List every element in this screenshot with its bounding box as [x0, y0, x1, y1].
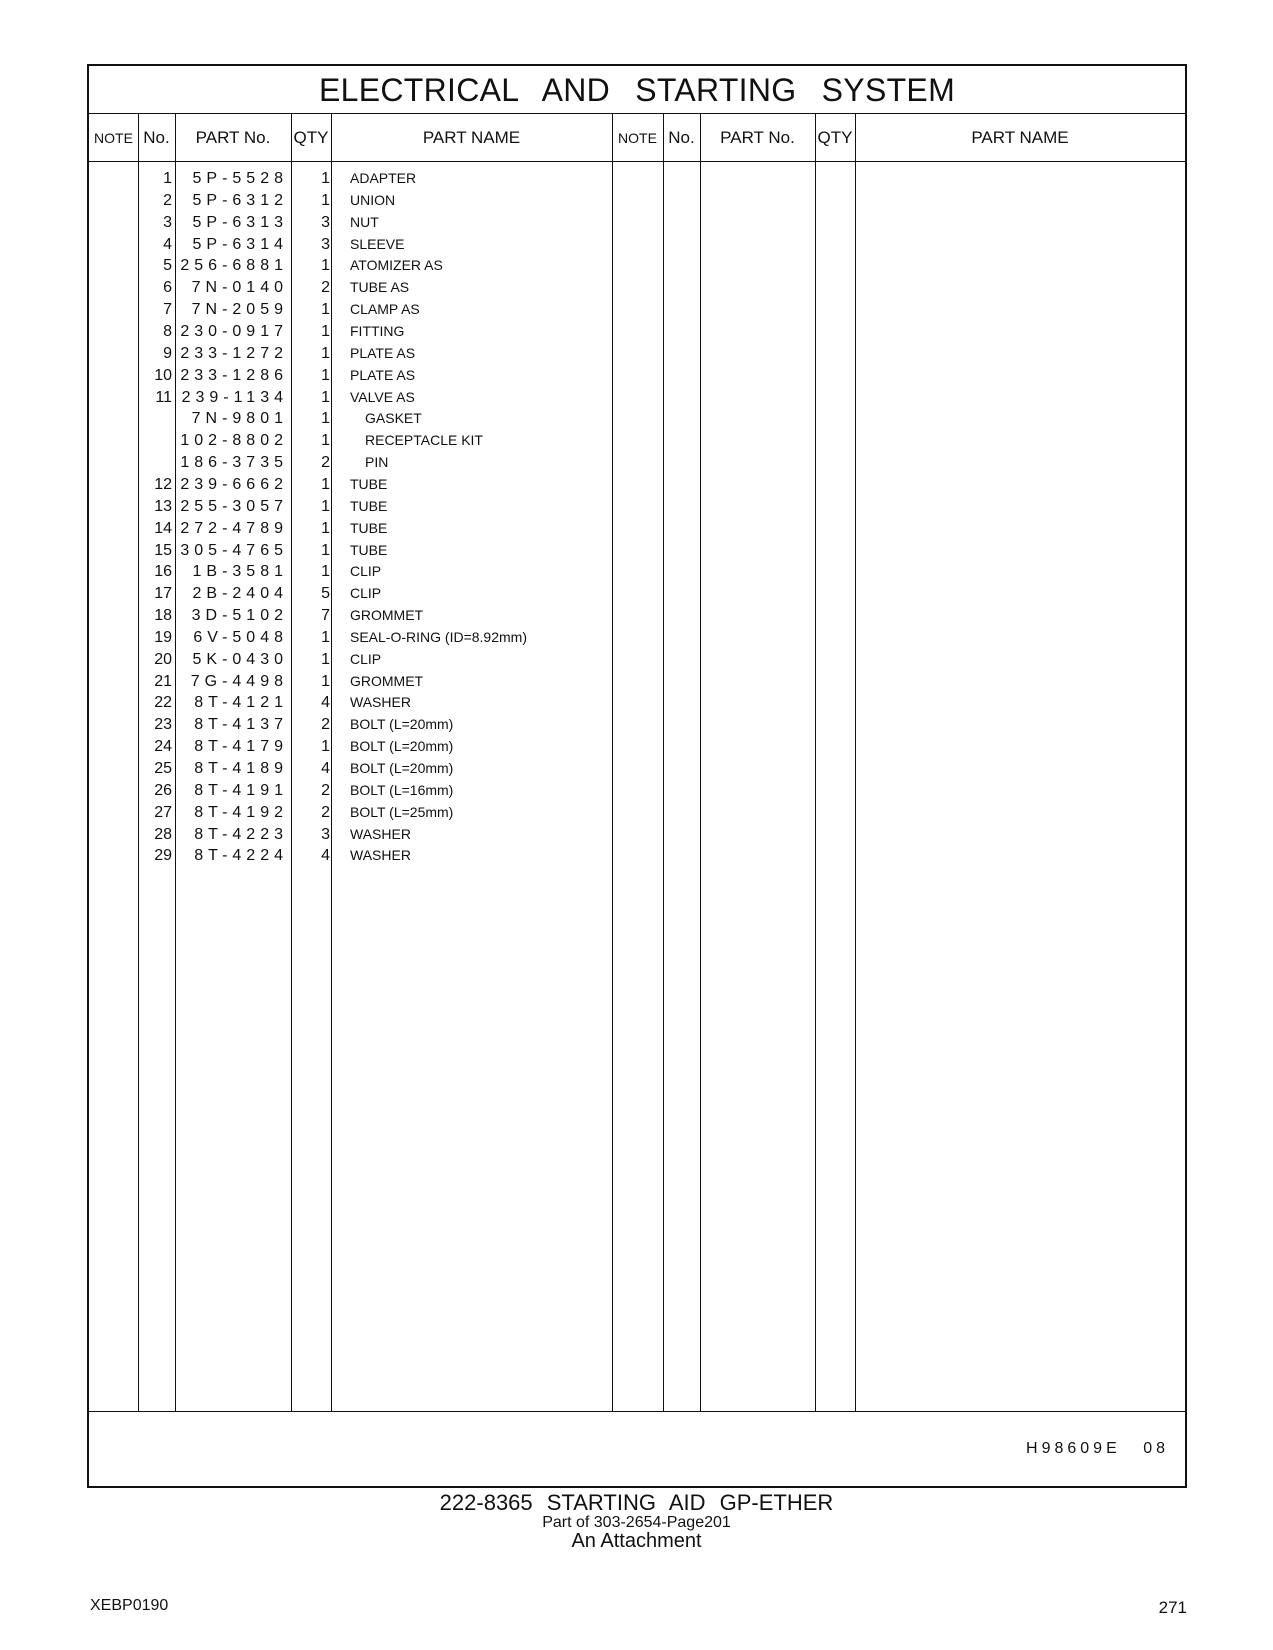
row-part-number: 2B-2404 — [192, 585, 288, 603]
row-number: 4 — [163, 235, 172, 253]
row-number: 16 — [154, 563, 172, 581]
row-part-name: PLATE AS — [350, 366, 416, 383]
row-part-number: 8T-4189 — [194, 760, 288, 777]
row-part-number: 5P-5528 — [192, 170, 288, 187]
row-part-name: BOLT (L=25mm) — [350, 803, 454, 820]
row-number: 21 — [154, 672, 172, 690]
row-quantity: 3 — [321, 235, 330, 253]
row-number — [139, 407, 172, 430]
row-quantity: 1 — [321, 257, 330, 275]
row-number — [139, 451, 172, 474]
caption-title: 222-8365 STARTING AID GP-ETHER — [439, 1490, 834, 1515]
row-quantity: 2 — [321, 781, 330, 799]
row-part-number: 239-1134 — [181, 388, 288, 406]
row-number: 14 — [154, 519, 172, 537]
row-number: 28 — [154, 825, 172, 843]
row-part-number: 255-3057 — [180, 497, 288, 515]
row-part-number: 305-4765 — [180, 541, 288, 559]
row-number: 24 — [154, 738, 172, 756]
caption-attachment: An Attachment — [571, 1530, 702, 1552]
row-part-number: 230-0917 — [180, 323, 288, 340]
row-number: 1 — [163, 170, 172, 187]
page-number: 271 — [1158, 1598, 1187, 1617]
col-divider — [175, 113, 176, 1412]
row-number: 23 — [154, 716, 172, 734]
header-qty-right: QTY — [817, 128, 853, 147]
header-bottom-rule — [89, 161, 1185, 162]
row-quantity: 1 — [321, 323, 330, 340]
header-note-right: NOTE — [618, 130, 657, 146]
caption-subtitle: Part of 303-2654-Page201 — [542, 1514, 731, 1531]
row-part-number: 8T-4224 — [194, 847, 288, 865]
row-part-name: UNION — [350, 191, 396, 208]
section-title: ELECTRICAL AND STARTING SYSTEM — [318, 72, 956, 108]
row-part-number: 7G-4498 — [190, 672, 288, 690]
row-number: 11 — [155, 388, 172, 406]
row-quantity: 4 — [321, 760, 330, 777]
row-part-name: ADAPTER — [350, 170, 417, 186]
row-part-number: 233-1286 — [180, 366, 288, 384]
row-quantity: 1 — [321, 497, 330, 515]
row-quantity: 1 — [321, 475, 330, 493]
row-part-name: GROMMET — [350, 672, 424, 689]
row-part-name: TUBE — [350, 541, 388, 558]
row-part-name: GROMMET — [350, 607, 424, 623]
row-part-name: WASHER — [350, 694, 411, 711]
parts-table-frame — [87, 64, 1187, 1488]
row-number: 20 — [154, 650, 172, 668]
row-part-name: CLIP — [350, 585, 382, 602]
row-number: 27 — [154, 803, 172, 821]
row-part-name: WASHER — [350, 847, 411, 864]
row-part-name: WASHER — [350, 825, 411, 842]
row-quantity: 2 — [321, 716, 330, 734]
header-part-name-right: PART NAME — [971, 128, 1069, 147]
row-part-name: BOLT (L=16mm) — [350, 781, 454, 798]
col-divider — [291, 113, 292, 1412]
row-quantity: 2 — [321, 454, 330, 472]
col-divider — [331, 113, 332, 1412]
row-part-name: SEAL-O-RING (ID=8.92mm) — [350, 628, 527, 645]
row-part-number: 7N-0140 — [191, 279, 288, 297]
row-number: 5 — [163, 257, 172, 275]
row-quantity: 1 — [321, 432, 330, 450]
row-number: 22 — [154, 694, 172, 712]
row-quantity: 3 — [321, 825, 330, 843]
table-bottom-rule — [89, 1411, 1185, 1412]
col-divider — [700, 113, 701, 1412]
row-number: 2 — [163, 191, 172, 209]
row-number: 13 — [154, 497, 172, 515]
row-number: 19 — [154, 628, 172, 646]
row-part-name: BOLT (L=20mm) — [350, 716, 454, 733]
row-number: 15 — [154, 541, 172, 559]
row-part-number: 8T-4191 — [194, 781, 288, 799]
row-part-number: 3D-5102 — [191, 607, 288, 624]
row-part-name: ATOMIZER AS — [350, 257, 443, 274]
row-part-name: TUBE AS — [350, 279, 410, 296]
row-quantity: 7 — [321, 607, 330, 624]
header-no: No. — [143, 128, 170, 147]
row-part-number: 8T-4137 — [194, 716, 288, 734]
row-part-number: 5P-6312 — [192, 191, 288, 209]
row-part-name: CLAMP AS — [350, 301, 420, 318]
header-note: NOTE — [94, 130, 133, 146]
row-part-number: 1B-3581 — [192, 563, 288, 581]
header-top-rule — [89, 113, 1185, 114]
row-number: 29 — [154, 847, 172, 865]
row-quantity: 1 — [321, 366, 330, 384]
row-part-number: 7N-9801 — [191, 410, 288, 428]
row-part-number: 8T-4192 — [194, 803, 288, 821]
row-quantity: 1 — [321, 301, 330, 319]
col-divider — [815, 113, 816, 1412]
header-part-no: PART No. — [195, 128, 271, 147]
illustration-code: H98609E 08 — [1026, 1440, 1169, 1457]
row-part-name: PLATE AS — [350, 344, 416, 361]
row-part-name: TUBE — [350, 497, 388, 514]
row-number: 25 — [154, 760, 172, 777]
header-part-no-right: PART No. — [720, 128, 795, 147]
header-part-name: PART NAME — [422, 128, 521, 147]
row-part-name: CLIP — [350, 650, 382, 667]
row-part-name: PIN — [365, 454, 389, 471]
row-part-name: BOLT (L=20mm) — [350, 760, 454, 776]
row-quantity: 1 — [321, 628, 330, 646]
row-part-number: 8T-4179 — [194, 738, 288, 756]
row-quantity: 1 — [321, 738, 330, 756]
row-part-number: 5K-0430 — [192, 650, 288, 668]
row-part-name: TUBE — [350, 519, 388, 536]
row-part-number: 5P-6314 — [192, 235, 288, 253]
row-part-number: 8T-4121 — [194, 694, 288, 712]
row-quantity: 1 — [321, 519, 330, 537]
row-quantity: 5 — [321, 585, 330, 603]
row-part-number: 186-3735 — [180, 454, 288, 472]
row-quantity: 1 — [321, 541, 330, 559]
row-quantity: 3 — [321, 213, 330, 231]
row-part-name: BOLT (L=20mm) — [350, 738, 454, 755]
row-number: 3 — [163, 213, 172, 231]
row-quantity: 1 — [321, 191, 330, 209]
row-part-name: RECEPTACLE KIT — [365, 432, 483, 449]
row-number: 10 — [154, 366, 172, 384]
row-quantity: 2 — [321, 279, 330, 297]
col-divider — [855, 113, 856, 1412]
header-no-right: No. — [668, 128, 695, 147]
row-part-name: SLEEVE — [350, 235, 405, 252]
row-number: 18 — [154, 607, 172, 624]
row-quantity: 1 — [321, 170, 330, 187]
row-part-number: 233-1272 — [180, 344, 288, 362]
row-number: 26 — [154, 781, 172, 799]
row-number: 6 — [163, 279, 172, 297]
row-quantity: 4 — [321, 847, 330, 865]
row-part-number: 8T-4223 — [194, 825, 288, 843]
row-quantity: 1 — [321, 410, 330, 428]
row-part-number: 6V-5048 — [193, 628, 288, 646]
header-qty: QTY — [293, 128, 329, 147]
row-quantity: 1 — [321, 563, 330, 581]
row-quantity: 1 — [321, 672, 330, 690]
document-code: XEBP0190 — [90, 1597, 169, 1614]
row-part-name: GASKET — [365, 410, 422, 427]
row-quantity: 1 — [321, 388, 330, 406]
row-quantity: 4 — [321, 694, 330, 712]
row-quantity: 2 — [321, 803, 330, 821]
row-part-number: 102-8802 — [180, 432, 288, 450]
row-number: 17 — [154, 585, 172, 603]
row-part-name: NUT — [350, 213, 379, 230]
row-quantity: 1 — [321, 650, 330, 668]
row-part-name: TUBE — [350, 475, 388, 492]
row-part-name: VALVE AS — [350, 388, 415, 405]
row-number — [139, 429, 172, 452]
row-part-name: CLIP — [350, 563, 382, 580]
col-divider — [663, 113, 664, 1412]
row-number: 7 — [163, 301, 172, 319]
row-number: 9 — [163, 344, 172, 362]
row-part-number: 5P-6313 — [192, 213, 288, 231]
row-quantity: 1 — [321, 344, 330, 362]
row-part-number: 272-4789 — [180, 519, 288, 537]
row-number: 12 — [154, 475, 172, 493]
row-part-number: 256-6881 — [180, 257, 288, 275]
row-part-number: 7N-2059 — [191, 301, 288, 319]
row-number: 8 — [163, 323, 172, 340]
row-part-name: FITTING — [350, 323, 405, 339]
row-part-number: 239-6662 — [180, 475, 288, 493]
